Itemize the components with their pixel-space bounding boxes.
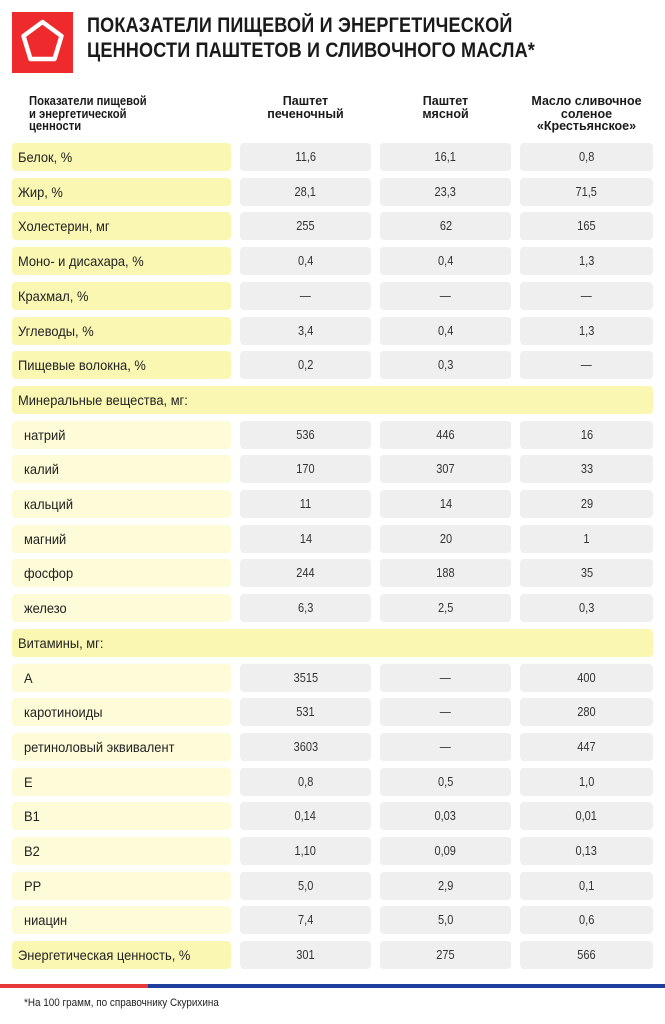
table-row [0, 594, 665, 622]
value-meat-pate-cell [380, 733, 511, 761]
row-label: ретиноловый эквивалент [24, 738, 175, 755]
value-liver-pate-cell [240, 594, 371, 622]
column-header-indicator [29, 95, 209, 133]
row-label-cell [12, 733, 231, 761]
value-butter-cell [520, 559, 653, 587]
value-meat-pate-cell [380, 178, 511, 206]
value-butter-cell [520, 212, 653, 240]
column-header-line: «Крестьянское» [536, 119, 637, 133]
value-butter: 33 [580, 462, 593, 477]
value-meat-pate: 14 [439, 497, 452, 511]
value-liver-pate: 0,8 [297, 774, 314, 789]
row-label-cell [12, 664, 231, 692]
value-meat-pate-cell [380, 837, 511, 865]
value-meat-pate-cell [380, 455, 511, 483]
value-liver-pate: 6,3 [297, 601, 314, 616]
title-line-2: ЦЕННОСТИ ПАШТЕТОВ И СЛИВОЧНОГО МАСЛА* [87, 39, 536, 62]
value-liver-pate-cell [240, 178, 371, 206]
table-row [0, 906, 665, 934]
value-meat-pate-cell [380, 317, 511, 345]
table-row [0, 421, 665, 449]
value-meat-pate: 2,9 [437, 878, 454, 893]
value-liver-pate: 28,1 [294, 184, 317, 199]
value-liver-pate: 244 [296, 566, 315, 581]
value-liver-pate-cell [240, 941, 371, 969]
group-header-label: Витамины, мг: [18, 634, 104, 651]
row-label-cell [12, 802, 231, 830]
value-butter: 447 [577, 739, 596, 754]
row-label-cell [12, 768, 231, 796]
value-meat-pate: 307 [436, 462, 455, 477]
row-label-cell [12, 837, 231, 865]
column-header-meat-pate [380, 95, 511, 120]
value-butter-cell [520, 143, 653, 171]
value-liver-pate-cell [240, 455, 371, 483]
group-header-row [0, 386, 665, 414]
row-label: Углеводы, % [18, 322, 94, 339]
value-butter: 0,1 [578, 878, 595, 893]
value-liver-pate-cell [240, 212, 371, 240]
value-meat-pate-cell [380, 698, 511, 726]
row-label-cell [12, 559, 231, 587]
row-label: ниацин [24, 912, 68, 929]
value-liver-pate: 7,4 [297, 913, 314, 928]
value-liver-pate: 536 [296, 427, 315, 442]
value-meat-pate: 0,3 [437, 358, 454, 373]
row-label-cell [12, 282, 231, 310]
value-liver-pate: 14 [299, 531, 312, 546]
row-label-cell [12, 178, 231, 206]
column-header-line: Масло сливочное [531, 94, 642, 108]
table-row [0, 317, 665, 345]
value-butter-cell [520, 282, 653, 310]
value-meat-pate-cell [380, 525, 511, 553]
row-label-cell [12, 351, 231, 379]
value-butter-cell [520, 421, 653, 449]
column-header-line: и энергетической [29, 106, 127, 121]
row-label-cell [12, 490, 231, 518]
value-meat-pate: 275 [436, 948, 455, 963]
divider-red [0, 984, 148, 988]
table-row [0, 282, 665, 310]
value-meat-pate: 20 [439, 531, 452, 546]
pentagon-icon [12, 12, 73, 73]
row-label: Жир, % [18, 183, 63, 200]
column-header-line: соленое [560, 106, 613, 121]
row-label-cell [12, 594, 231, 622]
row-label-cell [12, 906, 231, 934]
value-butter-cell [520, 178, 653, 206]
value-meat-pate: 62 [439, 219, 452, 234]
row-label-cell [12, 421, 231, 449]
value-meat-pate: 16,1 [434, 150, 457, 164]
row-label: РР [24, 877, 42, 894]
value-butter: 16 [580, 427, 593, 442]
value-meat-pate: 0,09 [434, 844, 457, 858]
group-header [12, 629, 653, 657]
table-row [0, 768, 665, 796]
value-liver-pate-cell [240, 351, 371, 379]
value-liver-pate-cell [240, 525, 371, 553]
table-row [0, 525, 665, 553]
value-butter: 0,01 [575, 809, 598, 824]
column-header-liver-pate [240, 95, 371, 120]
value-butter: 0,6 [578, 913, 595, 928]
value-liver-pate-cell [240, 490, 371, 518]
row-label: калий [24, 461, 59, 478]
value-meat-pate-cell [380, 664, 511, 692]
value-liver-pate: 0,2 [297, 358, 314, 373]
row-label-cell [12, 455, 231, 483]
value-liver-pate: 5,0 [297, 878, 314, 893]
value-meat-pate: 0,03 [434, 809, 457, 824]
value-meat-pate-cell [380, 941, 511, 969]
value-meat-pate-cell [380, 559, 511, 587]
value-butter-cell [520, 906, 653, 934]
value-liver-pate: 11,6 [295, 150, 316, 164]
row-label: Белок, % [18, 149, 73, 165]
table-row [0, 490, 665, 518]
value-liver-pate-cell [240, 906, 371, 934]
row-label-cell [12, 872, 231, 900]
value-meat-pate-cell [380, 143, 511, 171]
value-meat-pate: 23,3 [434, 184, 457, 199]
value-butter: 280 [577, 705, 596, 720]
value-liver-pate-cell [240, 143, 371, 171]
value-meat-pate-cell [380, 247, 511, 275]
value-butter: 0,3 [578, 601, 595, 616]
value-butter-cell [520, 455, 653, 483]
logo [12, 12, 73, 73]
value-butter: 1,0 [578, 774, 595, 789]
value-meat-pate-cell [380, 768, 511, 796]
value-butter-cell [520, 594, 653, 622]
table-row [0, 351, 665, 379]
value-liver-pate-cell [240, 421, 371, 449]
value-butter: — [581, 288, 592, 303]
value-meat-pate: 0,4 [437, 323, 454, 338]
value-butter-cell [520, 733, 653, 761]
row-label: В2 [24, 843, 40, 859]
value-liver-pate: 3515 [293, 670, 318, 685]
row-label-cell [12, 247, 231, 275]
value-butter-cell [520, 941, 653, 969]
value-liver-pate: 301 [296, 948, 315, 963]
table-row [0, 559, 665, 587]
value-liver-pate: 0,4 [297, 254, 314, 269]
value-meat-pate: — [440, 705, 451, 720]
value-meat-pate: 188 [436, 566, 455, 581]
value-butter-cell [520, 837, 653, 865]
value-butter: 165 [577, 219, 596, 234]
value-meat-pate-cell [380, 906, 511, 934]
value-meat-pate: — [440, 288, 451, 303]
column-header-line: Паштет [422, 94, 469, 108]
value-liver-pate-cell [240, 247, 371, 275]
row-label: магний [24, 530, 67, 547]
table-row [0, 802, 665, 830]
row-label-cell [12, 317, 231, 345]
column-header-line: ценности [29, 119, 82, 133]
value-liver-pate-cell [240, 282, 371, 310]
value-liver-pate-cell [240, 733, 371, 761]
value-liver-pate: 3603 [293, 739, 318, 754]
table-row [0, 143, 665, 171]
column-header-line: мясной [422, 106, 469, 121]
value-liver-pate: — [300, 288, 311, 303]
value-meat-pate: — [440, 739, 451, 754]
value-meat-pate-cell [380, 594, 511, 622]
value-meat-pate: — [440, 670, 451, 685]
row-label: Е [24, 773, 33, 790]
group-header-label: Минеральные вещества, мг: [18, 391, 188, 408]
value-butter: 1 [583, 531, 590, 546]
value-meat-pate: 446 [436, 427, 455, 442]
row-label: каротиноиды [24, 704, 103, 721]
value-liver-pate-cell [240, 317, 371, 345]
row-label-cell [12, 143, 231, 171]
value-meat-pate-cell [380, 802, 511, 830]
value-butter-cell [520, 525, 653, 553]
group-header-row [0, 629, 665, 657]
row-label-cell [12, 698, 231, 726]
value-meat-pate-cell [380, 282, 511, 310]
column-header-line: Паштет [282, 94, 329, 108]
group-header [12, 386, 653, 414]
value-liver-pate: 11 [299, 497, 312, 511]
table-row [0, 212, 665, 240]
value-butter-cell [520, 351, 653, 379]
value-meat-pate: 0,4 [437, 254, 454, 269]
table-row [0, 455, 665, 483]
value-liver-pate-cell [240, 698, 371, 726]
value-butter: 400 [577, 670, 596, 685]
column-header-line: печеночный [267, 106, 344, 121]
value-liver-pate-cell [240, 664, 371, 692]
table-row [0, 698, 665, 726]
value-butter: 566 [577, 948, 596, 963]
table-row [0, 941, 665, 969]
row-label-cell [12, 212, 231, 240]
value-meat-pate: 2,5 [437, 601, 454, 616]
value-butter: 35 [580, 566, 593, 581]
value-liver-pate: 255 [296, 219, 315, 234]
value-meat-pate: 0,5 [437, 774, 454, 789]
value-butter: 0,8 [578, 150, 595, 164]
row-label-cell [12, 525, 231, 553]
value-butter-cell [520, 247, 653, 275]
value-butter-cell [520, 664, 653, 692]
row-label: Холестерин, мг [18, 218, 110, 235]
title-line-1: ПОКАЗАТЕЛИ ПИЩЕВОЙ И ЭНЕРГЕТИЧЕСКОЙ [87, 14, 513, 37]
value-meat-pate-cell [380, 490, 511, 518]
row-label: В1 [24, 808, 40, 825]
value-liver-pate: 170 [296, 462, 315, 477]
column-header-line: Показатели пищевой [29, 94, 147, 108]
value-liver-pate: 0,14 [294, 809, 317, 824]
value-liver-pate-cell [240, 837, 371, 865]
value-meat-pate-cell [380, 421, 511, 449]
value-butter-cell [520, 317, 653, 345]
value-meat-pate-cell [380, 212, 511, 240]
row-label: А [24, 669, 33, 686]
row-label: Крахмал, % [18, 287, 89, 304]
value-butter: — [581, 358, 592, 373]
table-row [0, 664, 665, 692]
value-butter-cell [520, 698, 653, 726]
table-row [0, 178, 665, 206]
table-row [0, 837, 665, 865]
value-meat-pate: 5,0 [437, 913, 454, 928]
table-row [0, 733, 665, 761]
row-label: натрий [24, 426, 66, 443]
value-liver-pate-cell [240, 802, 371, 830]
row-label: кальций [24, 496, 74, 512]
row-label: Пищевые волокна, % [18, 357, 146, 374]
table-row [0, 872, 665, 900]
footnote: *На 100 грамм, по справочнику Скурихина [24, 997, 219, 1009]
divider-blue [148, 984, 665, 988]
value-butter-cell [520, 872, 653, 900]
value-butter: 1,3 [578, 323, 595, 338]
value-butter: 29 [580, 497, 593, 511]
value-meat-pate-cell [380, 872, 511, 900]
value-butter: 0,13 [575, 844, 598, 858]
table-row [0, 247, 665, 275]
value-liver-pate: 3,4 [297, 323, 314, 338]
row-label: железо [24, 600, 67, 617]
value-liver-pate: 1,10 [294, 844, 317, 858]
row-label: фосфор [24, 565, 74, 582]
column-header-butter [520, 95, 653, 133]
value-butter-cell [520, 768, 653, 796]
page-title [87, 13, 577, 63]
row-label-cell [12, 941, 231, 969]
value-butter: 71,5 [575, 184, 598, 199]
value-liver-pate-cell [240, 559, 371, 587]
value-butter-cell [520, 490, 653, 518]
value-liver-pate-cell [240, 768, 371, 796]
value-butter-cell [520, 802, 653, 830]
row-label: Энергетическая ценность, % [18, 947, 191, 964]
value-liver-pate: 531 [296, 705, 315, 720]
value-meat-pate-cell [380, 351, 511, 379]
value-butter: 1,3 [578, 254, 595, 269]
value-liver-pate-cell [240, 872, 371, 900]
row-label: Моно- и дисахара, % [18, 253, 144, 270]
